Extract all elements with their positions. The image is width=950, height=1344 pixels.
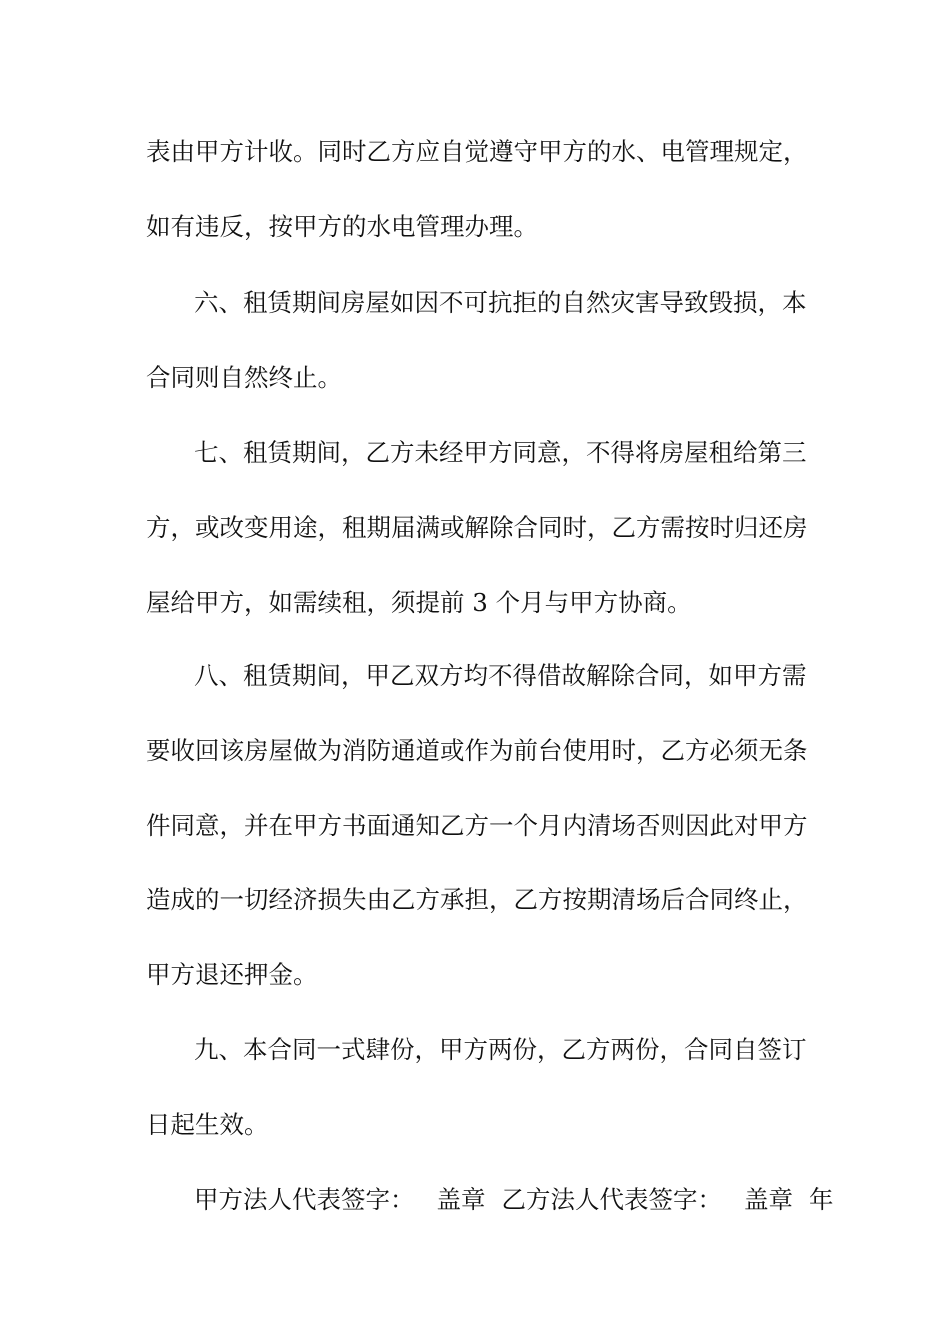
party-b-seal-label: 盖章 xyxy=(744,1185,793,1214)
clause-7-line: 七、租赁期间，乙方未经甲方同意，不得将房屋租给第三 xyxy=(194,438,807,467)
paragraph-line: 日起生效。 xyxy=(146,1110,269,1139)
year-label: 年 xyxy=(809,1185,834,1214)
paragraph-line: 如有违反，按甲方的水电管理办理。 xyxy=(146,212,538,241)
party-a-signature-label: 甲方法人代表签字： xyxy=(194,1185,415,1214)
clause-9-line: 九、本合同一式肆份，甲方两份，乙方两份，合同自签订 xyxy=(194,1035,807,1064)
paragraph-line: 合同则自然终止。 xyxy=(146,363,342,392)
clause-6-line: 六、租赁期间房屋如因不可抗拒的自然灾害导致毁损，本 xyxy=(194,288,807,317)
paragraph-line: 造成的一切经济损失由乙方承担，乙方按期清场后合同终止， xyxy=(146,885,808,914)
paragraph-line: 屋给甲方，如需续租，须提前 3 个月与甲方协商。 xyxy=(146,588,692,617)
paragraph-line: 件同意，并在甲方书面通知乙方一个月内清场否则因此对甲方 xyxy=(146,811,808,840)
signature-row xyxy=(194,1184,834,1216)
paragraph-line: 表由甲方计收。同时乙方应自觉遵守甲方的水、电管理规定， xyxy=(146,137,808,166)
paragraph-line: 要收回该房屋做为消防通道或作为前台使用时，乙方必须无条 xyxy=(146,736,808,765)
party-b-signature-label: 乙方法人代表签字： xyxy=(501,1185,722,1214)
clause-8-line: 八、租赁期间，甲乙双方均不得借故解除合同，如甲方需 xyxy=(194,661,807,690)
party-a-seal-label: 盖章 xyxy=(436,1185,486,1214)
paragraph-line: 方，或改变用途，租期届满或解除合同时，乙方需按时归还房 xyxy=(146,513,808,542)
paragraph-line: 甲方退还押金。 xyxy=(146,960,318,989)
